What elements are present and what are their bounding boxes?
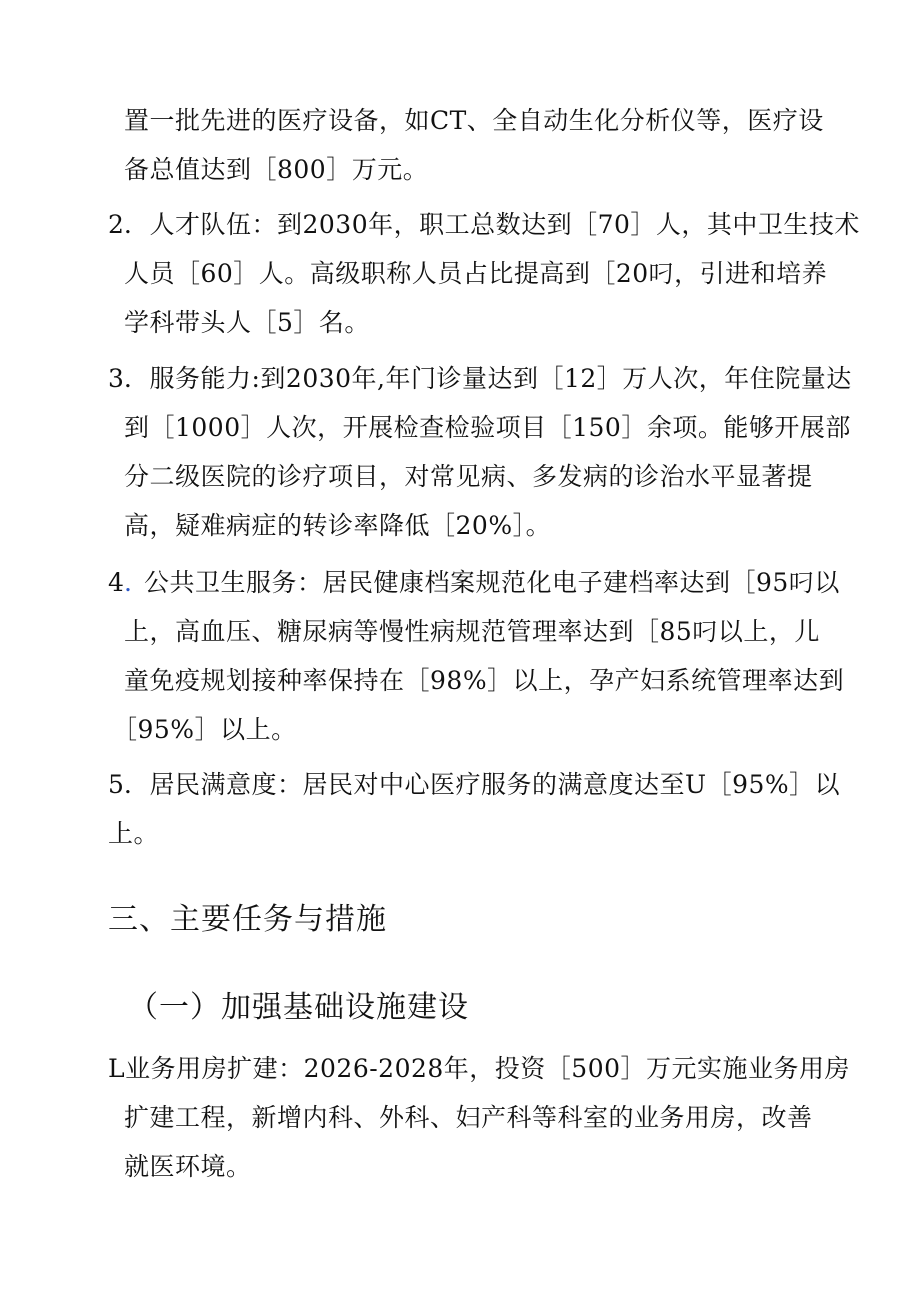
item3-line-2: 到［1000］人次，开展检查检验项目［150］余项。能够开展部 [124, 413, 851, 442]
item5-number: 5 [108, 770, 125, 799]
item1-line-2: 备总值达到［800］万元。 [124, 155, 429, 184]
item4-line-2: 上，高血压、糖尿病等慢性病规范管理率达到［85叼以上，儿 [124, 617, 820, 646]
item4-line-1: 公共卫生服务：居民健康档案规范化电子建档率达到［95叼以 [144, 568, 840, 597]
task1-line-2: 扩建工程，新增内科、外科、妇产科等科室的业务用房，改善 [124, 1103, 813, 1132]
item4-number: 4 [108, 568, 125, 597]
item3-line-4: 高，疑难病症的转诊率降低［20%］。 [124, 511, 552, 540]
task1-line-1: L业务用房扩建：2026-2028年，投资［500］万元实施业务用房 [108, 1054, 851, 1083]
item4-line-4: ［95%］以上。 [112, 715, 297, 744]
item2-line-3: 学科带头人［5］名。 [124, 308, 370, 337]
item3-number: 3 [108, 364, 125, 393]
section-heading: 三、主要任务与措施 [108, 902, 387, 937]
subsection-heading: （一）加强基础设施建设 [128, 990, 469, 1025]
item2-line-1: ．人才队伍：到2030年，职工总数达到［70］人，其中卫生技术 [124, 210, 860, 239]
item4-dot: . [124, 568, 133, 597]
item1-line-1: 置一批先进的医疗设备，如CT、全自动生化分析仪等，医疗设 [124, 106, 824, 135]
item4-line-3: 童免疫规划接种率保持在［98%］以上，孕产妇系统管理率达到 [124, 666, 845, 695]
item2-line-2: 人员［60］人。高级职称人员占比提高到［20叼，引进和培养 [124, 259, 828, 288]
item2-number: 2 [108, 210, 125, 239]
item3-line-3: 分二级医院的诊疗项目，对常见病、多发病的诊治水平显著提 [124, 462, 813, 491]
item3-line-1: ．服务能力:到2030年,年门诊量达到［12］万人次，年住院量达 [124, 364, 852, 393]
item5-line-2: 上。 [108, 819, 160, 848]
item5-line-1: ．居民满意度：居民对中心医疗服务的满意度达至U［95%］以 [124, 770, 841, 799]
task1-line-3: 就医环境。 [124, 1152, 252, 1181]
